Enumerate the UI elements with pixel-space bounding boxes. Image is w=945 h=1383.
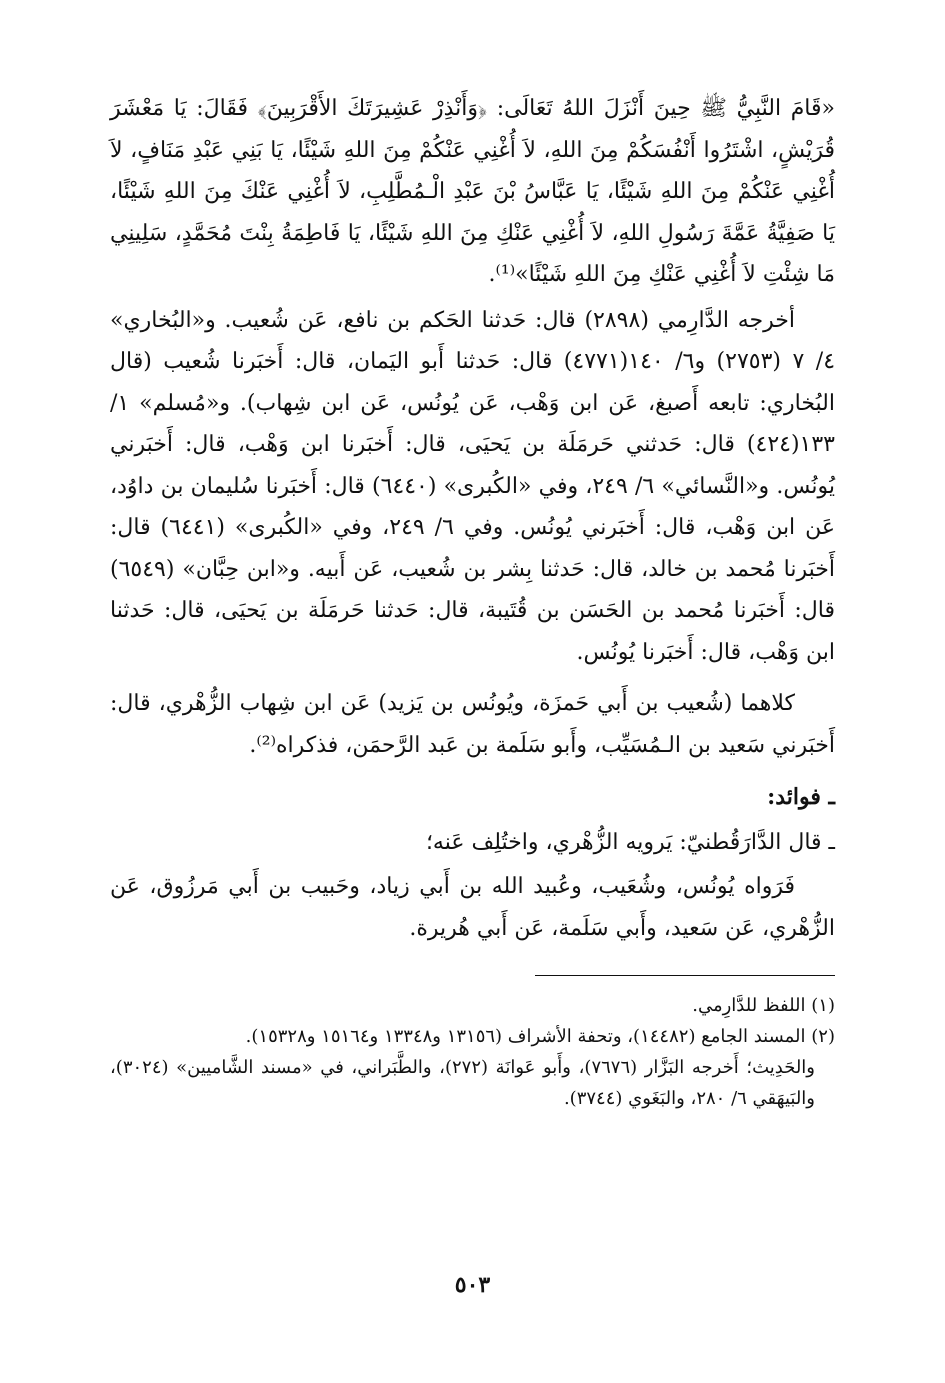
takhrij-paragraph: أخرجه الدَّارِمي (٢٨٩٨) قال: حَدثنا الحَكم بن نافع، عَن شُعيب. و«البُخاري» ٤/ ٧ (٢٧٥٣) و٦/ ١٤٠(٤٧٧١) قال: حَدثنا أَبو اليَمان، قال: أَخبَرنا شُعيب (قال البُخاري: تابعه أَصبغ، عَن ابن وَهْب، عَن يُونُس، عَن ابن شِهاب). و«مُسلم» ١/ ١٣٣(٤٢٤) قال: حَدثني حَرمَلَة بن يَحيَى، قال: أَخبَرنا ابن وَهْب، قال: أَخبَرني يُونُس. و«النَّسائي» ٦/ ٢٤٩، وفي «الكُبرى» (٦٤٤٠) قال: أَخبَرنا سُليمان بن داوُد، عَن ابن وَهْب، قال: أَخبَرني يُونُس. وفي ٦/ ٢٤٩، وفي «الكُبرى» (٦٤٤١) قال: أَخبَرنا مُحمد بن خالد، قال: حَدثنا بِشر بن شُعيب، عَن أَبيه. و«ابن حِبَّان» (٦٥٤٩) قال: أَخبَرنا مُحمد بن الحَسَن بن قُتَيبة، قال: حَدثنا حَرمَلَة بن يَحيَى، قال: حَدثنا ابن وَهْب، قال: أَخبَرنا يُونُس. <box>110 307 836 665</box>
hadith-text: «قَامَ النَّبِيُّ ﷺ حِينَ أَنْزَلَ اللهُ تَعَالَى: ﴿وَأَنْذِرْ عَشِيرَتَكَ الأَقْرَبِينَ﴾ فَقَالَ: يَا مَعْشَرَ قُرَيْشٍ، اشْتَرُوا أَنْفُسَكُمْ مِنَ اللهِ، لاَ أُغْنِي عَنْكُمْ مِنَ اللهِ شَيْئًا، يَا بَنِي عَبْدِ مَنَافٍ، لاَ أُغْنِي عَنْكُمْ مِنَ اللهِ شَيْئًا، يَا عَبَّاسُ بْنَ عَبْدِ الْـمُطَّلِبِ، لاَ أُغْنِي عَنْكَ مِنَ اللهِ شَيْئًا، يَا صَفِيَّةُ عَمَّةَ رَسُولِ اللهِ، لاَ أُغْنِي عَنْكِ مِنَ اللهِ شَيْئًا، يَا فَاطِمَةُ بِنْتَ مُحَمَّدٍ، سَلِينِي مَا شِئْتِ لاَ أُغْنِي عَنْكِ مِنَ اللهِ شَيْئًا»⁽¹⁾. <box>110 96 835 287</box>
narrators-paragraph: فَرَواه يُونُس، وشُعَيب، وعُبيد الله بن أَبي زياد، وحَبيب بن أَبي مَرزُوق، عَن الزُّهْري، عَن سَعيد، وأَبي سَلَمة، عَن أَبي هُريرة. <box>110 874 835 941</box>
footnote-2-continuation: والحَدِيث؛ أَخرجه البَزَّار (٧٦٧٦)، وأَبو عَوانَة (٢٧٢)، والطَّبَراني، في «مسند الشَّاميين» (٣٠٢٤)، والبَيهَقي ٦/ ٢٨٠، والبَغَوي (٣٧٤٤). <box>110 1057 815 1109</box>
page-number: ٥٠٣ <box>454 1272 491 1298</box>
page-body <box>110 88 835 1114</box>
chain-summary-paragraph: كلاهما (شُعيب بن أَبي حَمزَة، ويُونُس بن يَزيد) عَن ابن شِهاب الزُّهْري، قال: أَخبَرني سَعيد بن الـمُسَيِّب، وأَبو سَلَمة بن عَبد الرَّحمَن، فذكراه⁽²⁾. <box>110 691 835 758</box>
footnote-1: (١) اللفظ للدَّارِمي. <box>692 995 835 1016</box>
footnote-divider <box>535 975 835 976</box>
daraqutni-note: ـ قال الدَّارَقُطنيّ: يَرويه الزُّهْري، واختُلِف عَنه؛ <box>425 830 835 855</box>
fawaid-heading: ـ فوائد: <box>767 784 835 810</box>
footnotes <box>110 990 835 1114</box>
footnote-2: (٢) المسند الجامع (١٤٤٨٢)، وتحفة الأشراف (١٣١٥٦ و١٣٣٤٨ و١٥١٦٤ و١٥٣٢٨). <box>245 1026 835 1047</box>
